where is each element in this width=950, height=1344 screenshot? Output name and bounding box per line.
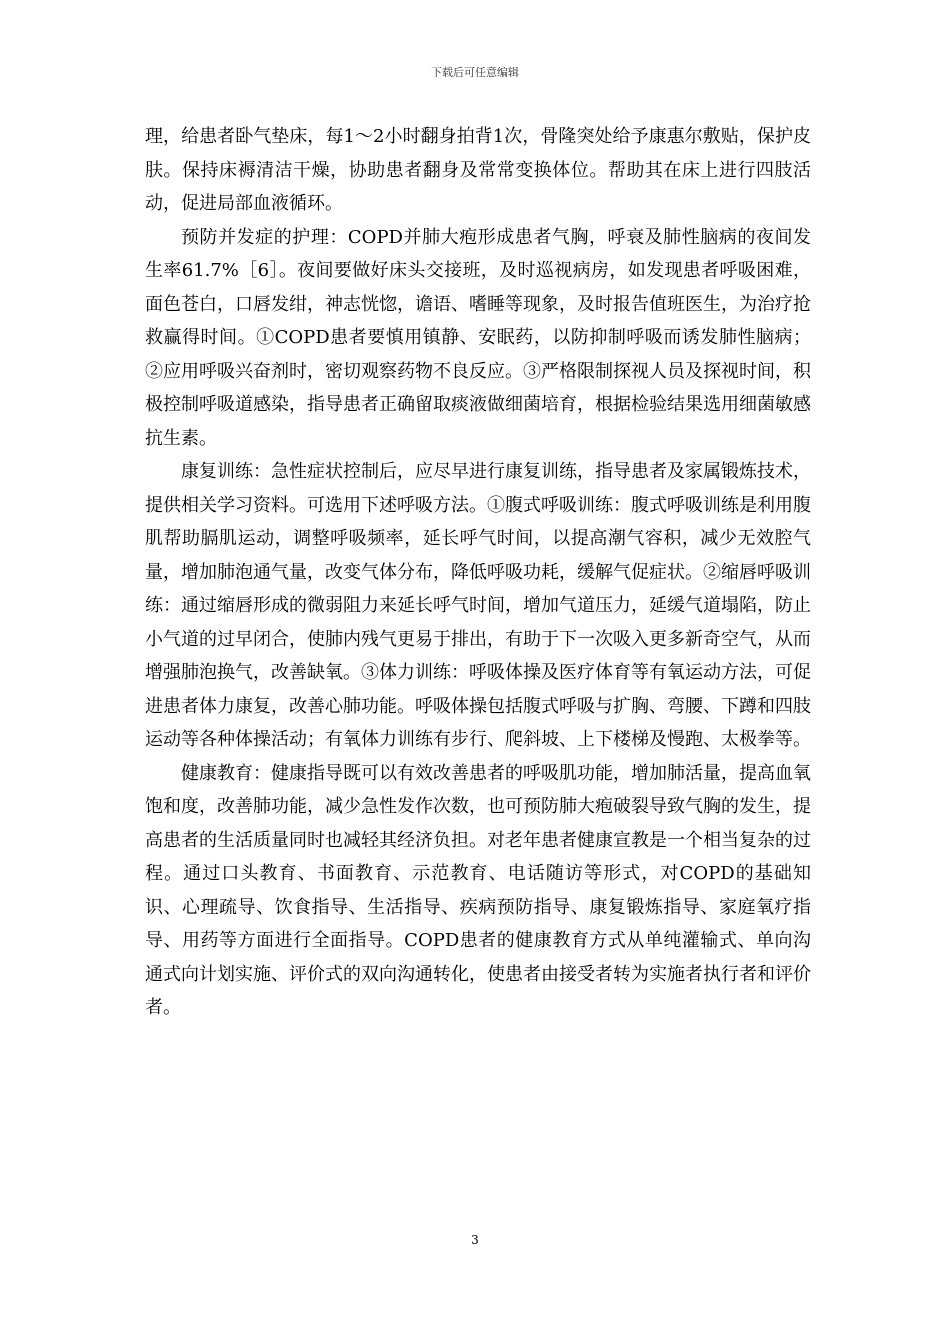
paragraph-skin-care-continued: 理，给患者卧气垫床，每1～2小时翻身拍背1次，骨隆突处给予康惠尔敷贴，保护皮肤。保持床褥清洁干燥，协助患者翻身及常常变换体位。帮助其在床上进行四肢活动，促进局部血液循环。: [145, 126, 811, 214]
page-header: 下载后可任意编辑: [431, 66, 519, 79]
page-number: 3: [471, 1233, 479, 1247]
paragraph-health-education: 健康教育：健康指导既可以有效改善患者的呼吸肌功能，增加肺活量，提高血氧饱和度，改善肺功能，减少急性发作次数，也可预防肺大疱破裂导致气胸的发生，提高患者的生活质量同时也减轻其经济负担。对老年患者健康宣教是一个相当复杂的过程。通过口头教育、书面教育、示范教育、电话随访等形式，对COPD的基础知识、心理疏导、饮食指导、生活指导、疾病预防指导、康复锻炼指导、家庭氧疗指导、用药等方面进行全面指导。COPD患者的健康教育方式从单纯灌输式、单向沟通式向计划实施、评价式的双向沟通转化，使患者由接受者转为实施者执行者和评价者。: [145, 762, 811, 1018]
paragraph-rehabilitation-training: 康复训练：急性症状控制后，应尽早进行康复训练，指导患者及家属锻炼技术，提供相关学习资料。可选用下述呼吸方法。①腹式呼吸训练：腹式呼吸训练是利用腹肌帮助膈肌运动，调整呼吸频率，延长呼气时间，以提高潮气容积，减少无效腔气量，增加肺泡通气量，改变气体分布，降低呼吸功耗，缓解气促症状。②缩唇呼吸训练：通过缩唇形成的微弱阻力来延长呼气时间，增加气道压力，延缓气道塌陷，防止小气道的过早闭合，使肺内残气更易于排出，有助于下一次吸入更多新奇空气，从而增强肺泡换气，改善缺氧。③体力训练：呼吸体操及医疗体育等有氧运动方法，可促进患者体力康复，改善心肺功能。呼吸体操包括腹式呼吸与扩胸、弯腰、下蹲和四肢运动等各种体操活动；有氧体力训练有步行、爬斜坡、上下楼梯及慢跑、太极拳等。: [145, 461, 811, 750]
document-body: [145, 120, 811, 1025]
paragraph-complication-prevention: 预防并发症的护理：COPD并肺大疱形成患者气胸，呼衰及肺性脑病的夜间发生率61.7%［6］。夜间要做好床头交接班，及时巡视病房，如发现患者呼吸困难，面色苍白，口唇发绀，神志恍惚，谵语、嗜睡等现象，及时报告值班医生，为治疗抢救赢得时间。①COPD患者要慎用镇静、安眠药，以防抑制呼吸而诱发肺性脑病；②应用呼吸兴奋剂时，密切观察药物不良反应。③严格限制探视人员及探视时间，积极控制呼吸道感染，指导患者正确留取痰液做细菌培育，根据检验结果选用细菌敏感抗生素。: [145, 226, 811, 449]
